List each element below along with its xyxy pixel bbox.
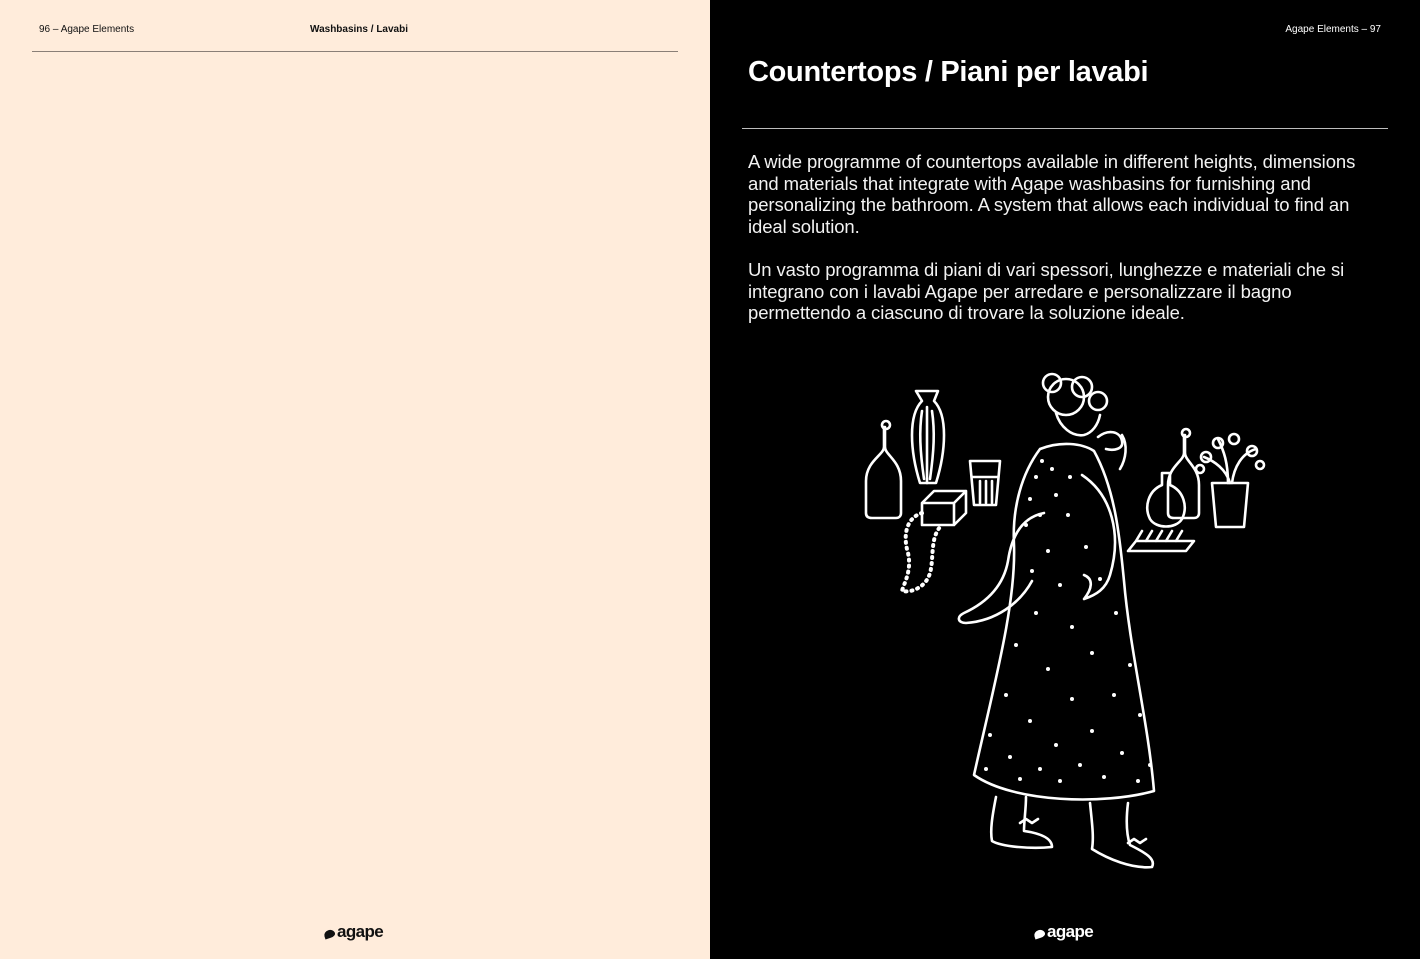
page-title: Countertops / Piani per lavabi <box>748 56 1149 88</box>
bottle-left-icon <box>866 421 901 518</box>
title-divider <box>742 128 1388 129</box>
flower-pot-icon <box>1196 434 1264 527</box>
brand-logo-left <box>324 920 383 944</box>
box-icon <box>922 491 966 525</box>
brand-logo-right <box>1034 920 1093 944</box>
tray-icon <box>1128 531 1194 551</box>
woman-bathroom-illustration <box>860 365 1270 885</box>
logo-text: agape <box>1047 922 1094 941</box>
dress-dots <box>984 459 1152 783</box>
glass-icon <box>970 461 1000 505</box>
vase-icon <box>912 391 944 483</box>
logo-text: agape <box>337 922 384 941</box>
page-number-right: Agape Elements – 97 <box>1285 24 1381 35</box>
paragraph-english: A wide programme of countertops available in different heights, dimensions and materials that integrate with Agape washbasins for furnishing and personalizing the bathroom. A system that allows each individual to find an ideal solution. <box>748 151 1356 238</box>
leg-icon <box>959 513 1044 623</box>
paragraph-italian: Un vasto programma di piani di vari spessori, lunghezze e materiali che si integrano con i lavabi Agape per arredare e personalizzare il bagno permettendo a ciascuno di trovare la soluzione ideale. <box>748 259 1345 324</box>
page-number-left: 96 – Agape Elements <box>39 24 135 35</box>
leaf-icon <box>1033 928 1046 939</box>
section-title: Washbasins / Lavabi <box>310 24 408 35</box>
header-divider <box>32 51 678 52</box>
right-page <box>710 0 1420 959</box>
leaf-icon <box>323 928 336 939</box>
woman-figure-icon <box>974 374 1154 867</box>
